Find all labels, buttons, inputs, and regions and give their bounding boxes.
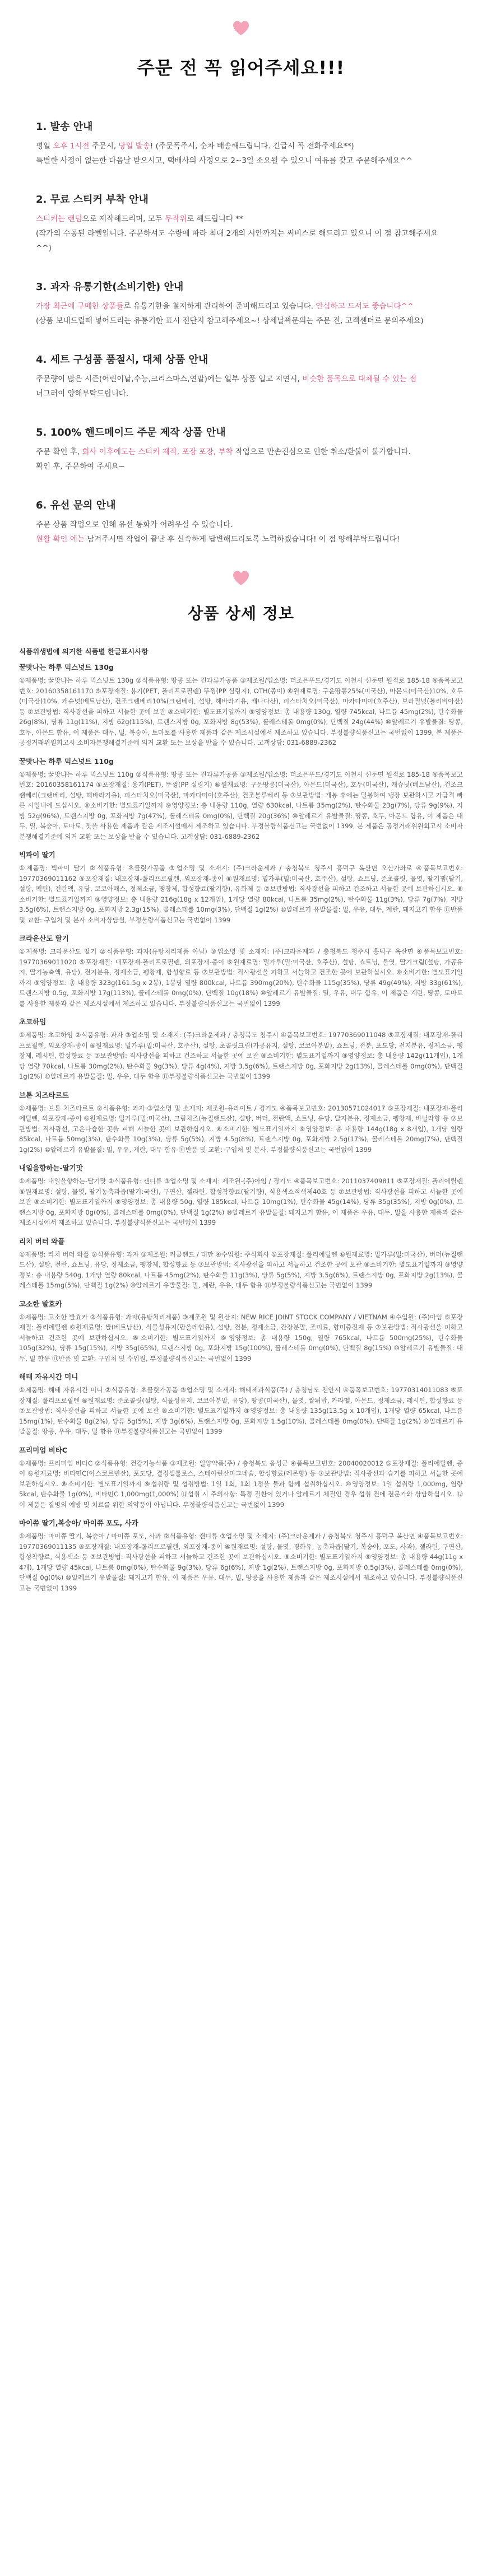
product-name: 마이쮸 딸기,복숭아/ 마이쮸 포도, 사과 <box>19 1519 138 1527</box>
notice-text: 남겨주시면 작업이 끝난 후 신속하게 답변해드리도록 노력하겠습니다! 이 점 양해부탁드립니다! <box>84 535 400 544</box>
notice-text: 평일 <box>36 142 53 151</box>
product-info: ①제품명: 해태 자유시간 미니 ②식품유형: 초콜릿가공품 ③업소명 및 소재지: 해태제과식품(주) / 충청남도 천안시 ④품목보고번호: 19770314011083 ⑤포장재질: 폴리프로필렌 ⑥원재료명: 준초콜릿(설탕, 식물성유지, 코코아분말, 유당), 땅콩(미국산), 물엿, 쌀튀밥, 카라멜, 아몬드, 정제소금, 레시틴, 합성향료 등 ⑦보관방법: 직사광선을 피하고 서늘한 곳에 보관 ⑧소비기한: 별도표기일까지 ⑨영양정보: 총 내용량 135g(13.5g x 10개입), 1개당 열량 65kcal, 나트륨 15mg(1%), 탄수화물 8g(2%), 당류 5g(5%), 지방 3g(6%), 트랜스지방 0g, 포화지방 1.5g(10%), 콜레스테롤 0mg(0%), 단백질 1g(2%) ⑩알레르기 유발물질: 땅콩, 우유, 대두, 밀 함유 ⑪부정불량식품신고는 국번없이 1399 <box>19 1386 463 1435</box>
notice-highlight: 무작위 <box>165 214 187 223</box>
notice-text: ! (주문폭주시, 순차 배송해드립니다. 긴급시 꼭 전화주세요**) 특별한 사정이 없는한 다음날 받으시고, 택배사의 사정으로 2~3일 소요될 수 있으니 여유를 갖고 주문해주세요^^ <box>36 142 413 165</box>
product-block <box>19 1371 463 1437</box>
product-name: 초코하임 <box>19 1018 47 1026</box>
product-block <box>19 1299 463 1364</box>
notice-block <box>36 424 446 474</box>
product-block <box>19 933 463 1009</box>
product-name: 프리미엄 비타C <box>19 1445 67 1454</box>
product-name: 해태 자유시간 미니 <box>19 1373 78 1381</box>
product-info: ①제품명: 빅파이 딸기 ②식품유형: 초콜릿가공품 ③업소명 및 소재지: (주)크라운제과 / 충청북도 청주시 흥덕구 옥산면 오산가좌로 ④품목보고번호: 19770369011162 ⑤포장재질: 내포장재-폴리프로필렌, 외포장재-종이 ⑥원재료명: 밀가루(밀:미국산, 호주산), 설탕, 쇼트닝, 준초콜릿, 물엿, 딸기잼(딸기, 설탕, 펙틴), 전란액, 유당, 코코아매스, 정제소금, 팽창제, 합성향료(딸기향), 유화제 등 ⑦보관방법: 직사광선을 피하고 건조하고 서늘한 곳에 보관하십시오. ⑧소비기한: 별도표기일까지 ⑨영양정보: 총 내용량 216g(18g x 12개입), 1개당 열량 80kcal, 나트륨 35mg(2%), 탄수화물 11g(3%), 당류 7g(7%), 지방 3.5g(6%), 트랜스지방 0g, 포화지방 2.3g(15%), 콜레스테롤 10mg(3%), 단백질 1g(2%) ⑩알레르기 유발물질: 밀, 우유, 대두, 계란, 돼지고기 함유 ⑪반품 및 교환: 구입처 및 본사 소비자상담실, 부정불량식품신고는 국번없이 1399 <box>19 864 463 924</box>
product-info: ①제품명: 내일을향하는-딸기맛 ②식품유형: 캔디류 ③업소명 및 소재지: 제조원-(주)아임 / 경기도 ④품목보고번호: 2011037409811 ⑤포장재질: 폴리에틸렌 ⑥원재료명: 설탕, 물엿, 딸기농축과즙(딸기:국산), 구연산, 젤라틴, 합성착향료(딸기향), 식용색소적색제40호 등 ⑦보관방법: 직사광선을 피하고 서늘한 곳에 보관 ⑧소비기한: 별도표기일까지 ⑨영양정보: 총 내용량 50g, 열량 185kcal, 나트륨 10mg(1%), 탄수화물 45g(14%), 당류 35g(35%), 지방 0g(0%), 트랜스지방 0g, 포화지방 0g(0%), 콜레스테롤 0mg(0%), 단백질 1g(2%) ⑩알레르기 유발물질: 돼지고기 함유, 이 제품은 우유, 대두, 밀을 사용한 제품과 같은 제조시설에서 제조하고 있습니다. 부정불량식품신고는 국번없이 1399 <box>19 1177 463 1226</box>
notice-highlight: 스티커는 랜덤 <box>36 214 82 223</box>
notice-list <box>36 119 446 547</box>
product-name: 크라운산도 딸기 <box>19 934 69 942</box>
product-name: 브톤 치즈타르트 <box>19 1090 69 1099</box>
notice-body <box>36 139 446 168</box>
notice-highlight: 원활 확인 예는 <box>36 535 85 544</box>
notice-block <box>36 192 446 255</box>
notice-heading: 5. 100% 핸드메이드 주문 제작 상품 안내 <box>36 427 226 438</box>
notice-body <box>36 299 446 328</box>
order-notice-section <box>0 0 482 586</box>
notice-block <box>36 119 446 168</box>
notice-text: 너그러이 양해부탁드립니다. <box>36 389 129 398</box>
product-block <box>19 1236 463 1291</box>
notice-body <box>36 212 446 255</box>
notice-text: 주문 확인 후, <box>36 447 82 456</box>
product-name: 꿀맛나는 하루 믹스넛트 110g <box>19 757 114 766</box>
notice-heading: 1. 발송 안내 <box>36 121 93 133</box>
product-block <box>19 1518 463 1593</box>
product-info: ①제품명: 리치 버터 와플 ②식품유형: 과자 ③제조원: 커클랜드 / 대만 ④수입원: 주식회사 ⑤포장재질: 폴리에틸렌 ⑥원재료명: 밀가루(밀:미국산), 버터(뉴질랜드산), 설탕, 전란, 쇼트닝, 유당, 정제소금, 팽창제, 합성향료 등 ⑦보관방법: 직사광선을 피하고 서늘하고 건조한 곳에 보관 ⑧소비기한: 별도표기일까지 ⑨영양정보: 총 내용량 540g, 1개당 열량 80kcal, 나트륨 45mg(2%), 탄수화물 11g(3%), 당류 5g(5%), 지방 3.5g(6%), 트랜스지방 0g, 포화지방 2g(13%), 콜레스테롤 15mg(5%), 단백질 1g(2%) ⑩알레르기 유발물질: 밀, 계란, 우유, 대두 함유 ⑪부정불량식품신고는 국번없이 1399 <box>19 1250 463 1289</box>
product-block <box>19 850 463 925</box>
notice-block <box>36 279 446 328</box>
notice-text: 으로 제작해드리며, 모두 <box>82 214 165 223</box>
product-name: 고소한 발효카 <box>19 1299 62 1308</box>
product-details-section <box>0 646 482 1593</box>
notice-body <box>36 372 446 401</box>
product-block <box>19 662 463 748</box>
details-title: 상품 상세 정보 <box>188 604 294 623</box>
notice-body <box>36 445 446 474</box>
notice-block <box>36 497 446 547</box>
notice-text: 주문시, <box>89 142 119 151</box>
product-block <box>19 1445 463 1510</box>
heart-icon <box>232 570 250 586</box>
product-list <box>19 662 463 1593</box>
notice-block <box>36 352 446 401</box>
notice-highlight: 안심하고 드셔도 좋습니다^^ <box>316 302 414 311</box>
product-info: ①제품명: 꿀맛나는 하루 믹스넛트 110g ②식품유형: 땅콩 또는 견과류가공품 ③제조원/업소명: 더조은푸드/경기도 이천시 신둔면 원적로 185-18 ④품목보고번호: 20160358161174 ⑤포장재질: 용기(PET), 뚜껑(PP 실링지) ⑥원재료명: 구운땅콩(미국산), 아몬드(미국산), 호두(미국산), 캐슈넛(베트남산), 건조크랜베리(크랜베리, 설탕, 해바라기유), 피스타치오(미국산), 마카다미아(호주산), 건조블루베리 등 ⑦보관방법: 개봉 후에는 밀봉하여 냉장 보관하시고 가급적 빠른 시일내에 드십시오. ⑧소비기한: 별도표기일까지 ⑨영양정보: 총 내용량 110g, 열량 630kcal, 나트륨 35mg(2%), 탄수화물 23g(7%), 당류 9g(9%), 지방 52g(96%), 트랜스지방 0g, 포화지방 7g(47%), 콜레스테롤 0mg(0%), 단백질 20g(36%) ⑩알레르기 유발물질: 땅콩, 호두, 아몬드 함유, 이 제품은 대두, 밀, 복숭아, 토마토, 잣을 사용한 제품과 같은 제조시설에서 제조하고 있습니다. 부정불량식품신고는 국번없이 1399, 본 제품은 공정거래위원회고시 소비자분쟁해결기준에 의거 교환 또는 보상을 받을 수 있습니다. 고객상담: 031-6889-2362 <box>19 770 463 841</box>
notice-highlight: 당일 발송 <box>118 142 150 151</box>
notice-heading: 4. 세트 구성품 품절시, 대체 상품 안내 <box>36 354 208 366</box>
product-info: ①제품명: 초코하임 ②식품유형: 과자 ③업소명 및 소재지: (주)크라운제과 / 충청북도 청주시 ④품목보고번호: 19770369011048 ⑤포장재질: 내포장재-폴리프로필렌, 외포장재-종이 ⑥원재료명: 밀가루(밀:미국산, 호주산), 설탕, 초콜릿크림(가공유지, 설탕, 코코아분말), 쇼트닝, 전분, 포도당, 전지분유, 정제소금, 팽창제, 레시틴, 합성향료 등 ⑦보관방법: 직사광선을 피하고 건조하고 서늘한 곳에 보관 ⑧소비기한: 별도표기일까지 ⑨영양정보: 총 내용량 142g(11개입), 1개당 열량 70kcal, 나트륨 30mg(2%), 탄수화물 9g(3%), 당류 4g(4%), 지방 3.5g(6%), 트랜스지방 0g, 포화지방 2g(13%), 콜레스테롤 0mg(0%), 단백질 1g(2%) ⑩알레르기 유발물질: 밀, 우유, 대두 함유 ⑪부정불량식품신고는 국번없이 1399 <box>19 1031 463 1080</box>
product-block <box>19 1016 463 1082</box>
notice-text: 주문 상품 작업으로 인해 유선 통화가 어려우실 수 있습니다. <box>36 520 233 529</box>
notice-highlight: 회사 이후에도는 스티커 제작, 포장 포장, 부착 <box>82 447 233 456</box>
notice-text: 주문량이 많은 시즌(어린이날,수능,크리스마스,연말)에는 일부 상품 입고 지연시, <box>36 375 303 384</box>
details-intro: 식품위생법에 의거한 식품별 한글표시사항 <box>19 647 149 656</box>
heart-icon <box>232 20 250 36</box>
product-name: 빅파이 딸기 <box>19 851 55 859</box>
product-info: ①제품명: 꿀맛나는 하루 믹스넛트 130g ②식품유형: 땅콩 또는 견과류가공품 ③제조원/업소명: 더조은푸드/경기도 이천시 신둔면 원적로 185-18 ④품목보고번호: 20160358161170 ⑤포장재질: 용기(PET, 폴리프로필렌) 뚜껑(PP 실링지), OTH(종이) ⑥원재료명: 구운땅콩25%(미국산), 아몬드(미국산)10%, 호두(미국산)10%, 캐슈넛(베트남산), 건조크랜베리10%(크랜베리, 설탕, 해바라기유, 캐나다산), 피스타치오(미국산), 마카다미아(호주산), 브라질넛(볼리비아산) 등 ⑦보관방법: 직사광선을 피하고 서늘한 곳에 보관 ⑧소비기한: 별도표기일까지 ⑨영양정보: 총 내용량 130g, 열량 745kcal, 나트륨 45mg(2%), 탄수화물 26g(8%), 당류 11g(11%), 지방 62g(115%), 트랜스지방 0g, 포화지방 8g(53%), 콜레스테롤 0mg(0%), 단백질 24g(44%) ⑩알레르기 유발물질: 땅콩, 호두, 아몬드 함유, 이 제품은 대두, 밀, 복숭아, 토마토를 사용한 제품과 같은 제조시설에서 제조하고 있습니다. 부정불량식품신고는 국번없이 1399, 본 제품은 공정거래위원회고시 소비자분쟁해결기준에 의거 교환 또는 보상을 받을 수 있습니다. 고객상담: 031-6889-2362 <box>19 676 463 746</box>
notice-highlight: 오후 1시전 <box>53 142 90 151</box>
notice-highlight: 비슷한 품목으로 대체될 수 있는 점 <box>302 375 417 384</box>
notice-text: 작업으로 만손진심으로 인한 취소/환불이 불가합니다. 확인 후, 주문하여 주세요~ <box>36 447 411 471</box>
page-title: 주문 전 꼭 읽어주세요!!! <box>137 57 345 78</box>
notice-heading: 2. 무료 스티커 부착 안내 <box>36 194 149 206</box>
section-divider <box>36 570 446 586</box>
notice-heading: 3. 과자 유통기한(소비기한) 안내 <box>36 281 184 293</box>
product-block <box>19 756 463 842</box>
notice-text: (상품 보내드릴때 넣어드리는 유통기한 표시 전단지 참고해주세요~! 상세날짜문의는 주문 전, 고객센터로 문의주세요) <box>36 316 424 325</box>
notice-highlight: 가장 최근에 구매한 상품들 <box>36 302 124 311</box>
product-block <box>19 1163 463 1228</box>
notice-heading: 6. 유선 문의 안내 <box>36 500 116 511</box>
product-block <box>19 1090 463 1155</box>
notice-text: 로 유통기한을 철저하게 관리하여 준비해드리고 있습니다. <box>123 302 316 311</box>
product-name: 리치 버터 와플 <box>19 1236 65 1245</box>
product-info: ①제품명: 프리미엄 비타C ②식품유형: 건강기능식품 ③제조원: 일양약품(주) / 충청북도 음성군 ④품목보고번호: 20040020012 ⑤포장재질: 폴리에틸렌, 종이 ⑥원재료명: 비타민C(아스코르빈산), 포도당, 결정셀룰로스, 스테아린산마그네슘, 합성향료(레몬향) 등 ⑦보관방법: 직사광선과 습기를 피하고 서늘한 곳에 보관하십시오. ⑧소비기한: 별도표기일까지 ⑨섭취량 및 섭취방법: 1일 1회, 1회 1정을 물과 함께 섭취하십시오. ⑩영양정보: 1일 섭취량 1,000mg, 열량 5kcal, 탄수화물 1g(0%), 비타민C 1,000mg(1,000%) ⑪섭취 시 주의사항: 특정 질환이 있거나 알레르기 체질인 경우 섭취 전에 전문가와 상담하십시오. ⑫이 제품은 질병의 예방 및 치료를 위한 의약품이 아닙니다. 부정불량식품신고는 국번없이 1399 <box>19 1459 463 1509</box>
product-info: ①제품명: 고소한 발효카 ②식품유형: 과자(유탕처리제품) ③제조원 및 원산지: NEW RICE JOINT STOCK COMPANY / VIETNAM ④수입원: (주)아임 ⑤포장재질: 폴리에틸렌 ⑥원재료명: 쌀(베트남산), 식물성유지(팜올레인유), 설탕, 전분, 정제소금, 간장분말, 조미료, 향미증진제 등 ⑦보관방법: 직사광선을 피하고 서늘하고 건조한 곳에 보관하십시오. ⑧소비기한: 별도표기일까지 ⑨영양정보: 총 내용량 150g, 열량 765kcal, 나트륨 500mg(25%), 탄수화물 105g(32%), 당류 15g(15%), 지방 35g(65%), 트랜스지방 0g, 포화지방 15g(100%), 콜레스테롤 0mg(0%), 단백질 8g(15%) ⑩알레르기 유발물질: 대두, 밀 함유 ⑪반품 및 교환: 구입처 및 수입원, 부정불량식품신고는 국번없이 1399 <box>19 1313 463 1362</box>
notice-body <box>36 517 446 547</box>
product-info: ①제품명: 마이쮸 딸기, 복숭아 / 마이쮸 포도, 사과 ②식품유형: 캔디류 ③업소명 및 소재지: (주)크라운제과 / 충청북도 청주시 흥덕구 옥산면 ④품목보고번호: 19770369011135 ⑤포장재질: 내포장재-폴리프로필렌, 외포장재-종이 ⑥원재료명: 설탕, 물엿, 경화유, 농축과즙(딸기, 복숭아, 포도, 사과), 젤라틴, 구연산, 합성착향료, 식용색소 등 ⑦보관방법: 직사광선을 피하고 서늘하고 건조한 곳에 보관하십시오. ⑧소비기한: 별도표기일까지 ⑨영양정보: 총 내용량 44g(11g x 4개), 1개당 열량 45kcal, 나트륨 0mg(0%), 탄수화물 9g(3%), 당류 6g(6%), 지방 1g(2%), 트랜스지방 0g, 포화지방 0.5g(3%), 콜레스테롤 0mg(0%), 단백질 0g(0%) ⑩알레르기 유발물질: 돼지고기 함유, 이 제품은 우유, 대두, 밀, 땅콩을 사용한 제품과 같은 제조시설에서 제조하고 있습니다. 부정불량식품신고는 국번없이 1399 <box>19 1532 463 1592</box>
product-info: ①제품명: 크라운산도 딸기 ②식품유형: 과자(유탕처리제품 아님) ③업소명 및 소재지: (주)크라운제과 / 충청북도 청주시 흥덕구 옥산면 ④품목보고번호: 19770369011020 ⑤포장재질: 내포장재-폴리프로필렌, 외포장재-종이 ⑥원재료명: 밀가루(밀:미국산, 호주산), 설탕, 쇼트닝, 물엿, 딸기크림(설탕, 가공유지, 딸기농축액, 유당), 전지분유, 정제소금, 팽창제, 합성향료 등 ⑦보관방법: 직사광선을 피하고 서늘하고 건조한 곳에 보관하십시오. ⑧소비기한: 별도표기일까지 ⑨영양정보: 총 내용량 323g(161.5g x 2봉), 1봉당 열량 800kcal, 나트륨 390mg(20%), 탄수화물 115g(35%), 당류 49g(49%), 지방 33g(61%), 트랜스지방 0.5g, 포화지방 17g(113%), 콜레스테롤 0mg(0%), 단백질 10g(18%) ⑩알레르기 유발물질: 밀, 우유, 대두 함유, 이 제품은 계란, 땅콩, 토마토를 사용한 제품과 같은 제조시설에서 제조하고 있습니다. 부정불량식품신고는 국번없이 1399 <box>19 948 463 1007</box>
product-info: ①제품명: 브톤 치즈타르트 ②식품유형: 과자 ③업소명 및 소재지: 제조원-유라이트 / 경기도 ④품목보고번호: 20130571024017 ⑤포장재질: 내포장재-폴리에틸렌, 외포장재-종이 ⑥원재료명: 밀가루(밀:미국산), 크림치즈(뉴질랜드산), 설탕, 버터, 전란액, 쇼트닝, 유당, 탈지분유, 정제소금, 팽창제, 바닐라향 등 ⑦보관방법: 직사광선, 고온다습한 곳을 피해 서늘한 곳에 보관하십시오. ⑧소비기한: 별도표기일까지 ⑨영양정보: 총 내용량 144g(18g x 8개입), 1개당 열량 85kcal, 나트륨 50mg(3%), 탄수화물 10g(3%), 당류 5g(5%), 지방 4.5g(8%), 트랜스지방 0g, 포화지방 2.5g(17%), 콜레스테롤 20mg(7%), 단백질 1g(2%) ⑩알레르기 유발물질: 밀, 우유, 계란, 대두 함유 ⑪반품 및 교환: 구입처 및 본사, 부정불량식품신고는 국번없이 1399 <box>19 1104 463 1154</box>
product-name: 내일을향하는-딸기맛 <box>19 1164 83 1172</box>
notice-text: 로 해드립니다 ** (작가의 수공된 라벨입니다. 주문하셔도 수량에 따라 최대 2개의 시안까지는 써비스로 해드리고 있으니 이 점 참고해주세요^^) <box>36 214 438 253</box>
product-name: 꿀맛나는 하루 믹스넛트 130g <box>19 663 114 671</box>
